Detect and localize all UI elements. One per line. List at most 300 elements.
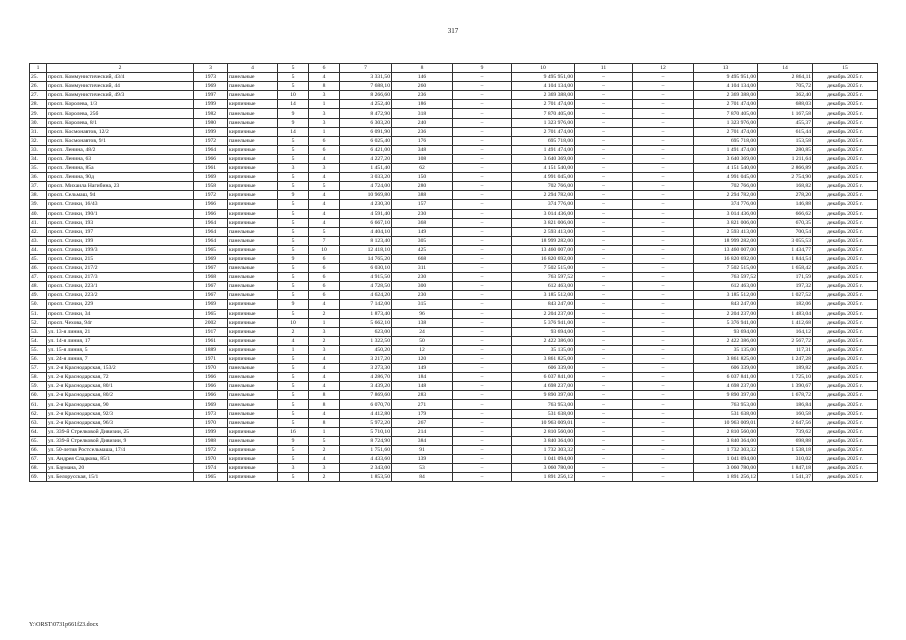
table-cell: – xyxy=(633,473,694,482)
table-cell: 5 xyxy=(278,418,309,427)
table-cell: – xyxy=(633,436,694,445)
table-cell: 1969 xyxy=(194,400,228,409)
table-cell: просп. Коммунистический, 49/3 xyxy=(47,91,194,100)
table-cell: – xyxy=(633,82,694,91)
table-cell: просп. Сельмаш, 94 xyxy=(47,191,194,200)
table-cell: декабрь 2025 г. xyxy=(813,173,878,182)
table-cell: 6 025,40 xyxy=(340,136,392,145)
table-cell: панельные xyxy=(228,264,278,273)
table-cell: панельные xyxy=(228,82,278,91)
table-cell: – xyxy=(453,409,512,418)
table-cell: 1968 xyxy=(194,273,228,282)
table-cell: 1 844,54 xyxy=(758,254,813,263)
table-cell: 271 xyxy=(392,400,453,409)
table-cell: 60. xyxy=(30,391,47,400)
table-cell: 12 418,10 xyxy=(340,245,392,254)
table-cell: 3 821 006,00 xyxy=(512,218,575,227)
table-cell: декабрь 2025 г. xyxy=(813,73,878,82)
table-cell: кирпичные xyxy=(228,145,278,154)
table-cell: 230 xyxy=(392,291,453,300)
table-cell: 5 710,10 xyxy=(340,427,392,436)
table-cell: 9 495 951,00 xyxy=(694,73,758,82)
table-cell: 700,54 xyxy=(758,227,813,236)
table-cell: 139 xyxy=(392,455,453,464)
table-cell: – xyxy=(575,300,633,309)
table-row xyxy=(30,82,878,91)
column-number: 6 xyxy=(309,64,340,73)
table-cell: 6 xyxy=(309,273,340,282)
table-cell: 10 963 009,01 xyxy=(512,418,575,427)
table-cell: декабрь 2025 г. xyxy=(813,318,878,327)
table-cell: – xyxy=(633,127,694,136)
table-cell: 1966 xyxy=(194,373,228,382)
table-cell: 1972 xyxy=(194,445,228,454)
table-row xyxy=(30,200,878,209)
table-cell: декабрь 2025 г. xyxy=(813,209,878,218)
table-cell: 3 033,20 xyxy=(340,173,392,182)
table-cell: 374 776,00 xyxy=(512,200,575,209)
table-cell: 35. xyxy=(30,164,47,173)
table-cell: 702 766,00 xyxy=(694,182,758,191)
table-cell: – xyxy=(575,455,633,464)
table-cell: – xyxy=(575,364,633,373)
table-cell: 14 xyxy=(278,100,309,109)
table-cell: 47. xyxy=(30,273,47,282)
table-cell: – xyxy=(575,345,633,354)
table-cell: 67. xyxy=(30,455,47,464)
table-cell: 3 640 369,00 xyxy=(694,154,758,163)
table-cell: 3 xyxy=(309,164,340,173)
table-cell: 1980 xyxy=(194,118,228,127)
table-cell: кирпичные xyxy=(228,473,278,482)
table-cell: ул. 13-я линия, 21 xyxy=(47,327,194,336)
table-cell: 1967 xyxy=(194,291,228,300)
table-cell: 68. xyxy=(30,464,47,473)
table-cell: 10 xyxy=(278,91,309,100)
table-cell: панельные xyxy=(228,373,278,382)
table-cell: 5 xyxy=(278,173,309,182)
table-cell: декабрь 2025 г. xyxy=(813,391,878,400)
table-cell: – xyxy=(453,445,512,454)
table-cell: 18 999 282,00 xyxy=(694,236,758,245)
table-cell: – xyxy=(575,427,633,436)
table-cell: – xyxy=(453,218,512,227)
table-cell: 31. xyxy=(30,127,47,136)
table-row xyxy=(30,145,878,154)
table-cell: – xyxy=(575,336,633,345)
table-cell: – xyxy=(633,73,694,82)
table-cell: – xyxy=(453,154,512,163)
table-cell: – xyxy=(633,382,694,391)
table-cell: – xyxy=(575,82,633,91)
table-cell: 3 xyxy=(309,464,340,473)
table-cell: 425 xyxy=(392,245,453,254)
table-cell: 236 xyxy=(392,127,453,136)
table-cell: 3 640 369,00 xyxy=(512,154,575,163)
table-cell: – xyxy=(453,227,512,236)
table-cell: кирпичные xyxy=(228,427,278,436)
table-cell: 1 211,64 xyxy=(758,154,813,163)
table-cell: – xyxy=(575,264,633,273)
table-cell: панельные xyxy=(228,409,278,418)
table-cell: 157 xyxy=(392,200,453,209)
table-cell: кирпичные xyxy=(228,127,278,136)
table-cell: 4 xyxy=(278,336,309,345)
table-cell: панельные xyxy=(228,136,278,145)
table-cell: 2 204 237,00 xyxy=(694,309,758,318)
table-cell: 168,82 xyxy=(758,182,813,191)
table-cell: 93 694,00 xyxy=(694,327,758,336)
table-cell: декабрь 2025 г. xyxy=(813,418,878,427)
table-cell: декабрь 2025 г. xyxy=(813,254,878,263)
table-row xyxy=(30,164,878,173)
table-cell: декабрь 2025 г. xyxy=(813,473,878,482)
table-cell: 1964 xyxy=(194,236,228,245)
column-number: 5 xyxy=(278,64,309,73)
table-cell: – xyxy=(575,245,633,254)
table-cell: – xyxy=(575,445,633,454)
table-cell: – xyxy=(453,291,512,300)
table-cell: 120 xyxy=(392,355,453,364)
table-cell: 3 014 436,00 xyxy=(694,209,758,218)
table-cell: просп. Ленина, 90д xyxy=(47,173,194,182)
table-cell: кирпичные xyxy=(228,200,278,209)
table-cell: просп. Коммунистический, 43/4 xyxy=(47,73,194,82)
table-cell: – xyxy=(575,182,633,191)
table-cell: просп. Ленина, 63 xyxy=(47,154,194,163)
table-cell: 39. xyxy=(30,200,47,209)
table-cell: 1973 xyxy=(194,73,228,82)
table-cell: – xyxy=(575,173,633,182)
table-cell: – xyxy=(633,182,694,191)
table-cell: 1999 xyxy=(194,127,228,136)
table-cell: декабрь 2025 г. xyxy=(813,364,878,373)
table-cell: – xyxy=(575,436,633,445)
table-cell: 1 041 094,00 xyxy=(512,455,575,464)
table-cell: 29. xyxy=(30,109,47,118)
table-cell: 388 xyxy=(392,191,453,200)
table-cell: декабрь 2025 г. xyxy=(813,264,878,273)
table-cell: – xyxy=(575,418,633,427)
table-cell: ул. 24-я линия, 7 xyxy=(47,355,194,364)
table-cell: просп. Ленина, 48/2 xyxy=(47,145,194,154)
table-cell: 2 701 474,00 xyxy=(694,100,758,109)
table-cell: – xyxy=(453,136,512,145)
table-cell: 2 xyxy=(278,327,309,336)
table-cell: 3 055,53 xyxy=(758,236,813,245)
table-cell: – xyxy=(453,173,512,182)
table-cell: 2 422 386,00 xyxy=(512,336,575,345)
table-cell: 3 xyxy=(309,345,340,354)
table-cell: 4 104 134,00 xyxy=(512,82,575,91)
table-cell: просп. Стачки, 34 xyxy=(47,309,194,318)
table-cell: панельные xyxy=(228,73,278,82)
table-body xyxy=(30,64,878,482)
table-cell: 4 624,20 xyxy=(340,291,392,300)
table-cell: 25. xyxy=(30,73,47,82)
table-cell: 93 694,00 xyxy=(512,327,575,336)
table-cell: 46. xyxy=(30,264,47,273)
table-cell: просп. Михаила Нагибина, 23 xyxy=(47,182,194,191)
table-cell: 10 xyxy=(278,318,309,327)
table-cell: – xyxy=(633,464,694,473)
table-cell: – xyxy=(575,218,633,227)
table-cell: – xyxy=(453,127,512,136)
table-cell: 4 286,70 xyxy=(340,373,392,382)
table-row xyxy=(30,300,878,309)
table-cell: 7 142,00 xyxy=(340,300,392,309)
table-cell: – xyxy=(633,336,694,345)
table-cell: 348 xyxy=(392,145,453,154)
table-cell: 1 434,77 xyxy=(758,245,813,254)
table-cell: – xyxy=(633,109,694,118)
table-cell: 7 502 515,00 xyxy=(694,264,758,273)
table-cell: 2 864,11 xyxy=(758,73,813,82)
table-cell: – xyxy=(575,318,633,327)
table-cell: 1961 xyxy=(194,164,228,173)
table-cell: 53 xyxy=(392,464,453,473)
table-cell: – xyxy=(575,400,633,409)
table-cell: ул. Андрея Сладкова, 85/1 xyxy=(47,455,194,464)
table-cell: 2 810 560,00 xyxy=(512,427,575,436)
table-cell: 65. xyxy=(30,436,47,445)
table-cell: 2 810 560,00 xyxy=(694,427,758,436)
table-cell: 5 972,20 xyxy=(340,418,392,427)
table-cell: декабрь 2025 г. xyxy=(813,445,878,454)
table-cell: декабрь 2025 г. xyxy=(813,291,878,300)
table-cell: просп. Стачки, 16/43 xyxy=(47,200,194,209)
table-cell: 3 331,50 xyxy=(340,73,392,82)
table-cell: 623,00 xyxy=(340,327,392,336)
table-cell: – xyxy=(453,400,512,409)
table-cell: 763 953,00 xyxy=(694,400,758,409)
table-cell: 14 xyxy=(278,127,309,136)
table-cell: декабрь 2025 г. xyxy=(813,118,878,127)
table-cell: 1966 xyxy=(194,391,228,400)
table-cell: 2 647,56 xyxy=(758,418,813,427)
table-cell: декабрь 2025 г. xyxy=(813,464,878,473)
table-cell: 3 439,20 xyxy=(340,382,392,391)
table-cell: декабрь 2025 г. xyxy=(813,300,878,309)
table-cell: 1 491 474,00 xyxy=(694,145,758,154)
table-cell: 300 xyxy=(392,282,453,291)
table-cell: 5 xyxy=(278,400,309,409)
table-cell: – xyxy=(453,145,512,154)
table-cell: панельные xyxy=(228,282,278,291)
table-cell: 153,58 xyxy=(758,136,813,145)
table-cell: 1 xyxy=(309,427,340,436)
table-cell: 455,37 xyxy=(758,118,813,127)
table-cell: 2 701 474,00 xyxy=(512,127,575,136)
table-cell: панельные xyxy=(228,236,278,245)
table-cell: – xyxy=(453,82,512,91)
table-cell: 1 491 474,00 xyxy=(512,145,575,154)
table-cell: просп. Королева, 8/1 xyxy=(47,118,194,127)
table-cell: 4 724,00 xyxy=(340,182,392,191)
table-cell: – xyxy=(633,445,694,454)
table-cell: 4 xyxy=(309,200,340,209)
table-cell: 1965 xyxy=(194,245,228,254)
table-cell: 1 658,42 xyxy=(758,264,813,273)
table-cell: 5 xyxy=(278,309,309,318)
table-cell: – xyxy=(633,91,694,100)
table-cell: 150 xyxy=(392,173,453,182)
table-cell: ул. 2-я Краснодарская, 80/1 xyxy=(47,382,194,391)
table-row xyxy=(30,100,878,109)
table-cell: кирпичные xyxy=(228,173,278,182)
table-cell: 7 688,10 xyxy=(340,82,392,91)
table-cell: 55. xyxy=(30,345,47,354)
table-row xyxy=(30,109,878,118)
table-cell: 3 185 512,00 xyxy=(694,291,758,300)
table-cell: 6 030,10 xyxy=(340,264,392,273)
table-cell: – xyxy=(575,73,633,82)
table-cell: 1966 xyxy=(194,382,228,391)
table-cell: 1973 xyxy=(194,409,228,418)
table-cell: 117,31 xyxy=(758,345,813,354)
table-cell: 8 xyxy=(309,418,340,427)
table-cell: 2 294 782,00 xyxy=(694,191,758,200)
table-cell: 280,85 xyxy=(758,145,813,154)
table-cell: 1999 xyxy=(194,100,228,109)
table-cell: 32. xyxy=(30,136,47,145)
table-cell: 280 xyxy=(392,182,453,191)
column-number: 14 xyxy=(758,64,813,73)
table-cell: 1 412,68 xyxy=(758,318,813,327)
table-cell: 3 xyxy=(309,327,340,336)
table-cell: – xyxy=(453,327,512,336)
table-cell: – xyxy=(633,364,694,373)
table-cell: – xyxy=(453,373,512,382)
table-cell: декабрь 2025 г. xyxy=(813,154,878,163)
table-cell: 56. xyxy=(30,355,47,364)
table-cell: 4 252,40 xyxy=(340,100,392,109)
table-cell: 160,58 xyxy=(758,409,813,418)
table-cell: 1961 xyxy=(194,336,228,345)
table-cell: 230 xyxy=(392,273,453,282)
table-cell: 5 xyxy=(278,391,309,400)
table-cell: 612 463,00 xyxy=(694,282,758,291)
table-cell: 28. xyxy=(30,100,47,109)
table-cell: 5 xyxy=(278,236,309,245)
table-cell: – xyxy=(453,209,512,218)
table-cell: 9 xyxy=(278,118,309,127)
table-cell: – xyxy=(453,436,512,445)
table-cell: 3 273,30 xyxy=(340,364,392,373)
table-cell: 4 151 540,00 xyxy=(512,164,575,173)
table-cell: 61. xyxy=(30,400,47,409)
table-cell: 2 593 413,00 xyxy=(512,227,575,236)
table-cell: кирпичные xyxy=(228,218,278,227)
table-cell: 3 861 825,00 xyxy=(512,355,575,364)
table-cell: 50 xyxy=(392,336,453,345)
table-cell: – xyxy=(633,400,694,409)
table-row xyxy=(30,473,878,482)
table-row xyxy=(30,409,878,418)
file-path-footer: Y:\ORST\0731p661f23.docx xyxy=(29,622,99,628)
table-cell: 612 463,00 xyxy=(512,282,575,291)
table-cell: – xyxy=(633,309,694,318)
table-cell: 5 xyxy=(278,245,309,254)
table-cell: – xyxy=(575,464,633,473)
table-cell: 1969 xyxy=(194,173,228,182)
table-cell: 1 853,50 xyxy=(340,473,392,482)
table-cell: 176 xyxy=(392,136,453,145)
table-cell: 8 724,90 xyxy=(340,436,392,445)
table-cell: 54. xyxy=(30,336,47,345)
table-cell: – xyxy=(575,145,633,154)
table-cell: 278,20 xyxy=(758,191,813,200)
table-cell: 4 xyxy=(309,173,340,182)
table-cell: 62. xyxy=(30,409,47,418)
table-cell: 1972 xyxy=(194,191,228,200)
table-cell: 5 662,10 xyxy=(340,318,392,327)
table-cell: 2 593 413,00 xyxy=(694,227,758,236)
table-cell: 146 xyxy=(392,73,453,82)
table-cell: панельные xyxy=(228,273,278,282)
table-cell: – xyxy=(453,245,512,254)
table-cell: декабрь 2025 г. xyxy=(813,200,878,209)
table-cell: – xyxy=(575,154,633,163)
table-cell: просп. Королева, 25б xyxy=(47,109,194,118)
table-cell: 186,84 xyxy=(758,400,813,409)
table-cell: декабрь 2025 г. xyxy=(813,409,878,418)
table-cell: 8 xyxy=(309,82,340,91)
table-cell: 843 247,00 xyxy=(512,300,575,309)
table-cell: 6 070,70 xyxy=(340,400,392,409)
table-cell: 3 xyxy=(278,464,309,473)
table-cell: 283 xyxy=(392,391,453,400)
table-cell: просп. Космонавтов, 9/1 xyxy=(47,136,194,145)
table-cell: декабрь 2025 г. xyxy=(813,127,878,136)
table-cell: 698,88 xyxy=(758,436,813,445)
table-cell: просп. Королева, 1/3 xyxy=(47,100,194,109)
table-cell: 5 xyxy=(278,409,309,418)
table-row xyxy=(30,345,878,354)
table-cell: 3 060 780,00 xyxy=(512,464,575,473)
table-cell: – xyxy=(633,282,694,291)
table-cell: 12 xyxy=(392,345,453,354)
table-cell: 7 xyxy=(309,236,340,245)
table-cell: – xyxy=(575,191,633,200)
table-cell: 8 266,60 xyxy=(340,91,392,100)
table-cell: 3 xyxy=(309,118,340,127)
table-cell: кирпичные xyxy=(228,245,278,254)
table-row xyxy=(30,309,878,318)
table-cell: 8 123,40 xyxy=(340,236,392,245)
table-cell: декабрь 2025 г. xyxy=(813,427,878,436)
table-row xyxy=(30,373,878,382)
table-cell: 7 870 405,00 xyxy=(694,109,758,118)
table-cell: декабрь 2025 г. xyxy=(813,164,878,173)
table-cell: 6 xyxy=(309,254,340,263)
table-cell: 4 151 540,00 xyxy=(694,164,758,173)
table-cell: 53. xyxy=(30,327,47,336)
table-cell: 8 xyxy=(309,400,340,409)
table-cell: 2 866,89 xyxy=(758,164,813,173)
table-cell: кирпичные xyxy=(228,455,278,464)
table-cell: 5 xyxy=(309,182,340,191)
table-cell: 843 247,00 xyxy=(694,300,758,309)
table-cell: 5 376 941,00 xyxy=(694,318,758,327)
table-cell: декабрь 2025 г. xyxy=(813,136,878,145)
table-cell: кирпичные xyxy=(228,191,278,200)
table-cell: просп. Стачки, 199/3 xyxy=(47,245,194,254)
table-row xyxy=(30,400,878,409)
header-row xyxy=(30,64,878,73)
table-cell: 2 701 474,00 xyxy=(512,100,575,109)
table-cell: кирпичные xyxy=(228,345,278,354)
